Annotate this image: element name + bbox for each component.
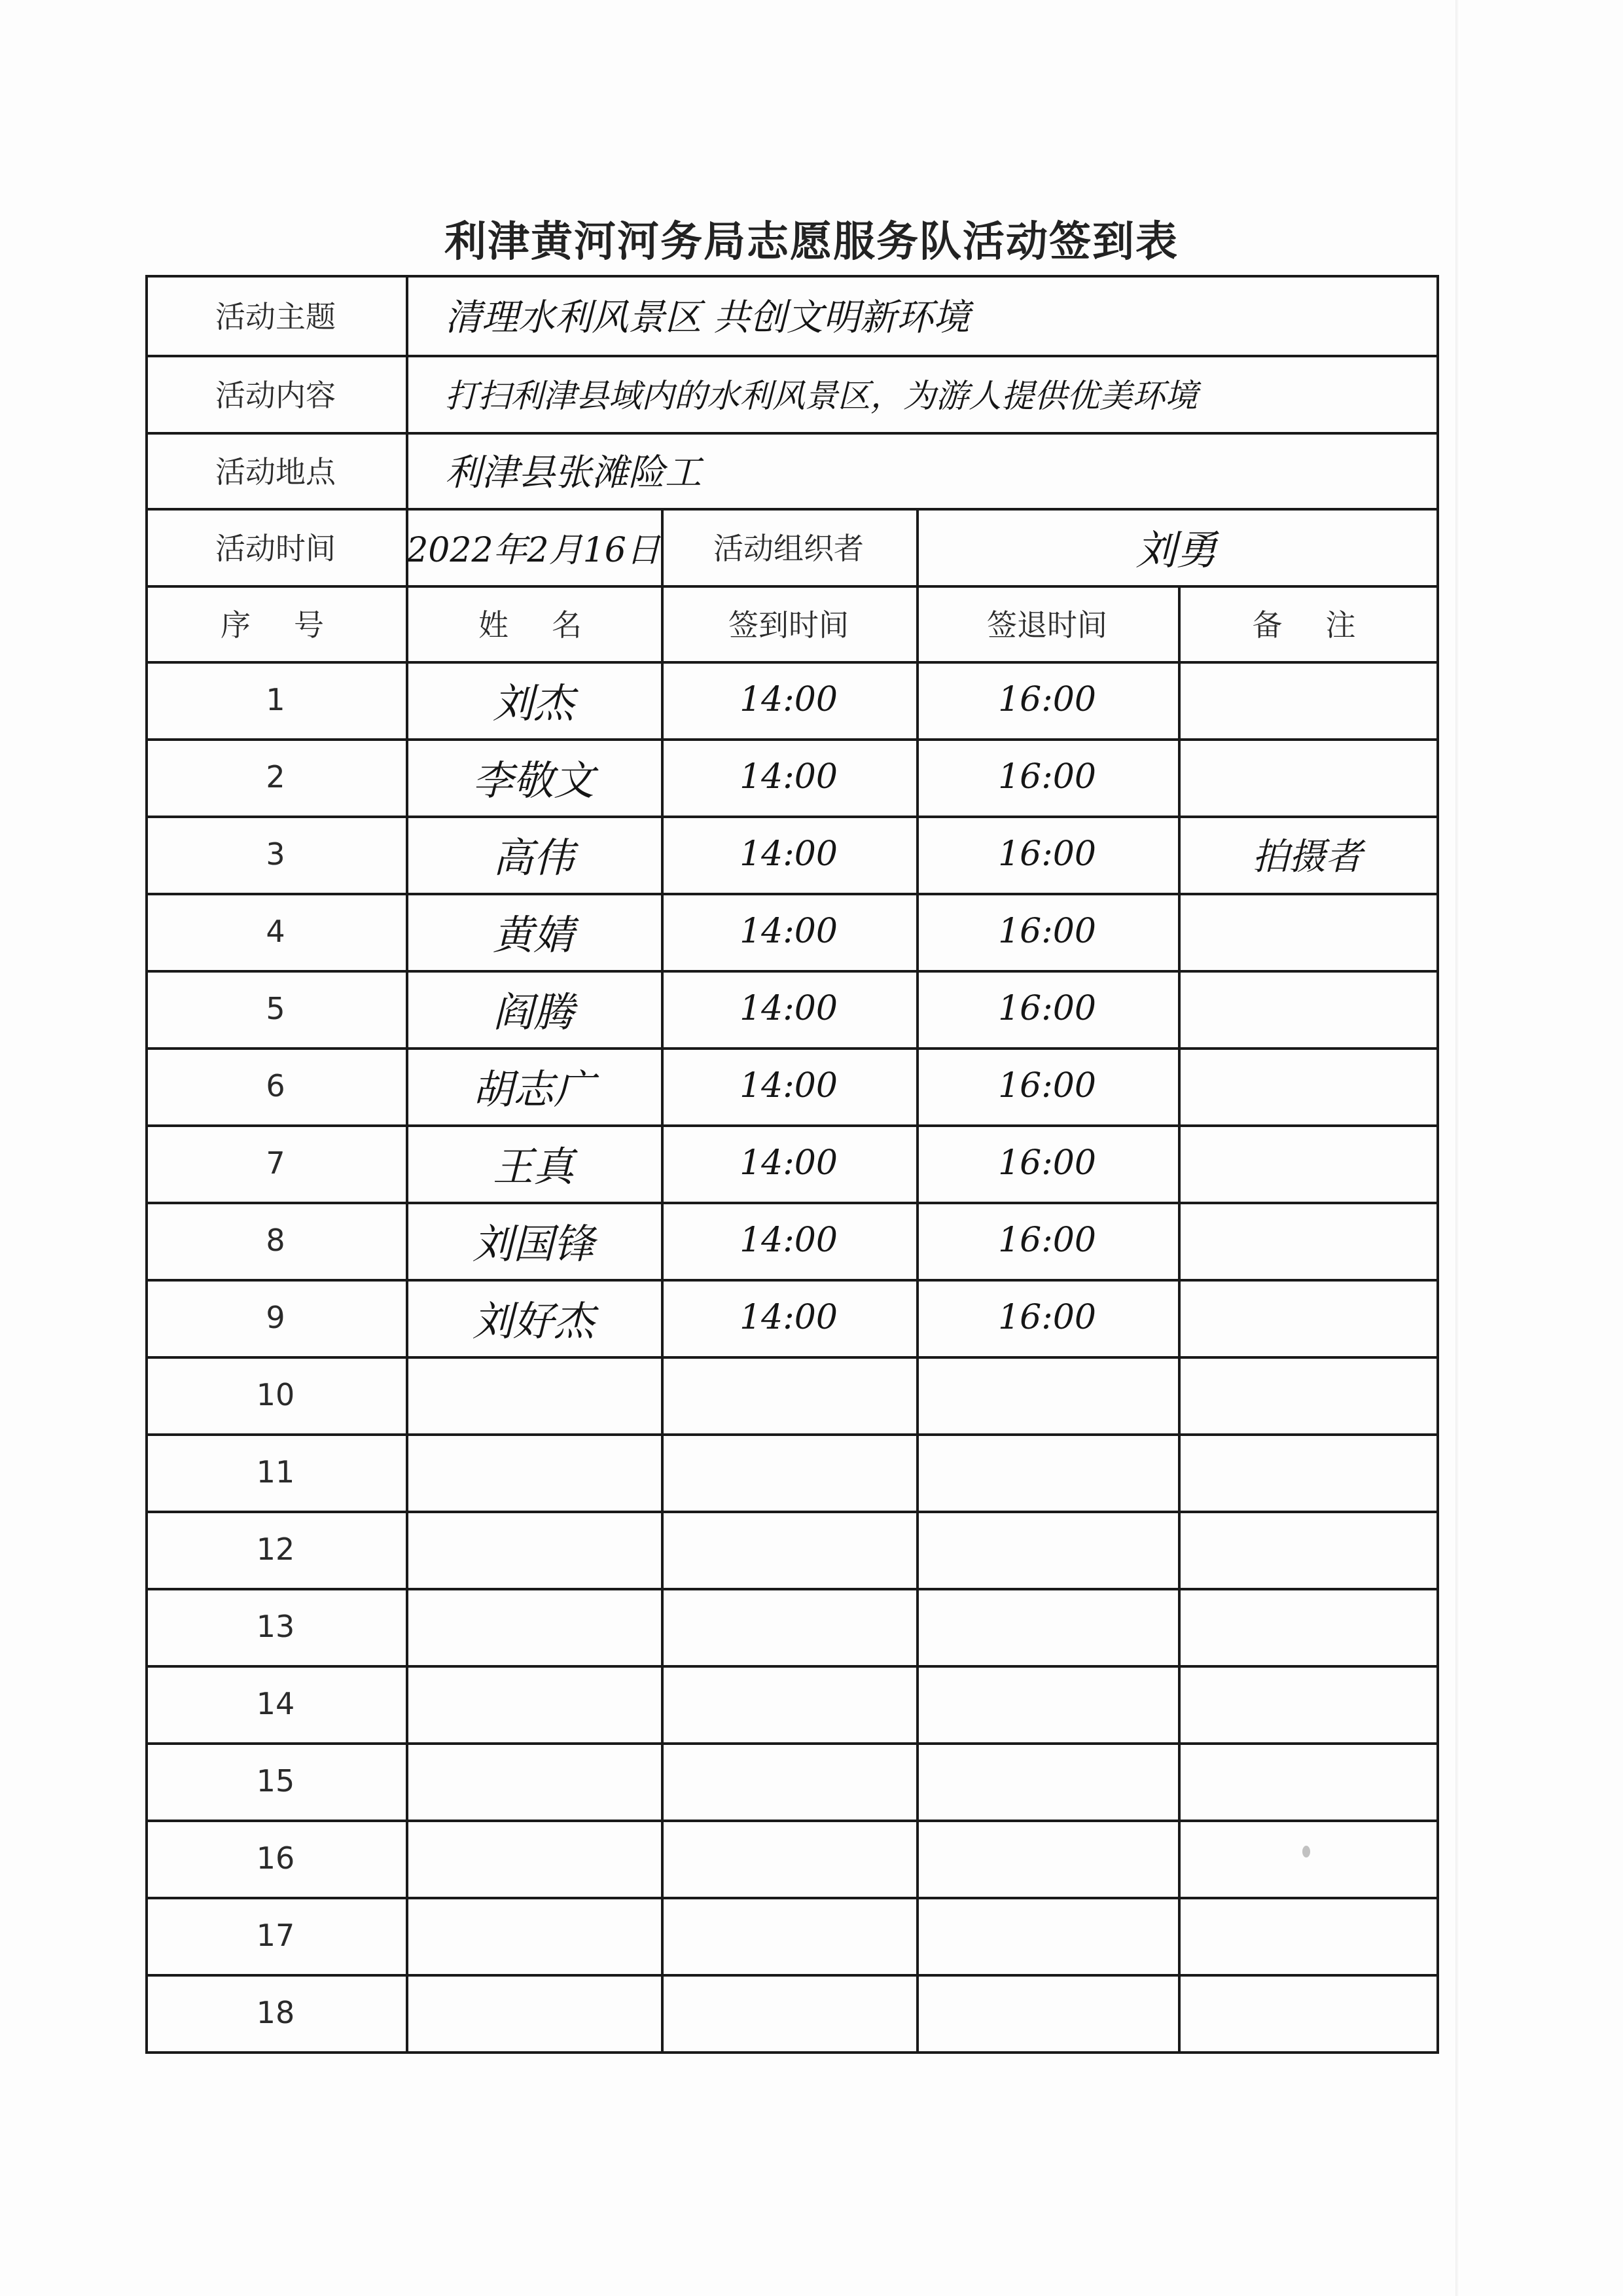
row-name-signature	[406, 1820, 661, 1897]
row-checkin-time	[661, 1356, 916, 1433]
header-name: 姓 名	[478, 607, 588, 643]
row-name-signature: 刘杰	[492, 679, 574, 727]
label-content: 活动内容	[215, 378, 336, 413]
row-checkout-time: 16:00	[998, 834, 1096, 874]
row-checkin-time: 14:00	[740, 680, 838, 719]
value-organizer: 刘勇	[1135, 526, 1217, 574]
row-name-signature: 刘国锋	[472, 1219, 594, 1268]
row-remark	[1178, 970, 1436, 1047]
header-checkin: 签到时间	[728, 607, 849, 643]
row-name-signature: 胡志广	[472, 1065, 594, 1113]
row-checkin-time	[661, 1665, 916, 1742]
row-name-signature	[406, 1433, 661, 1511]
row-number: 13	[256, 1609, 295, 1644]
row-remark	[1178, 1511, 1436, 1588]
row-name-signature	[406, 1665, 661, 1742]
label-theme: 活动主题	[215, 299, 336, 334]
row-checkout-time	[916, 1897, 1178, 1974]
label-time: 活动时间	[215, 531, 336, 566]
row-checkout-time	[916, 1665, 1178, 1742]
row-name-signature: 阎腾	[492, 988, 574, 1036]
row-name-signature: 王真	[492, 1142, 574, 1191]
row-checkout-time: 16:00	[998, 680, 1096, 719]
row-checkin-time	[661, 1511, 916, 1588]
row-name-signature	[406, 1742, 661, 1820]
row-checkin-time	[661, 1433, 916, 1511]
value-time: 2022年2月16日	[406, 530, 660, 570]
row-name-signature: 黄婧	[492, 910, 574, 959]
row-checkout-time: 16:00	[998, 1221, 1096, 1260]
scan-speck	[1302, 1846, 1310, 1857]
row-checkout-time: 16:00	[998, 912, 1096, 951]
header-no: 序 号	[221, 607, 330, 643]
row-number: 16	[256, 1840, 295, 1876]
row-checkout-time	[916, 1356, 1178, 1433]
label-location: 活动地点	[215, 454, 336, 490]
row-remark	[1178, 1820, 1436, 1897]
row-checkin-time	[661, 1897, 916, 1974]
row-name-signature	[406, 1897, 661, 1974]
row-name-signature	[406, 1511, 661, 1588]
row-number: 12	[256, 1532, 295, 1567]
row-number: 3	[266, 836, 285, 872]
row-number: 10	[256, 1377, 295, 1412]
row-checkout-time	[916, 1511, 1178, 1588]
row-checkout-time	[916, 1974, 1178, 2051]
row-remark	[1178, 1124, 1436, 1202]
row-remark	[1178, 661, 1436, 738]
row-checkout-time	[916, 1820, 1178, 1897]
row-remark	[1178, 1588, 1436, 1665]
row-number: 4	[266, 914, 285, 949]
row-checkout-time	[916, 1433, 1178, 1511]
row-remark	[1178, 1279, 1436, 1356]
row-checkin-time	[661, 1974, 916, 2051]
row-checkin-time: 14:00	[740, 1298, 838, 1337]
table-bottom-border	[145, 2051, 1439, 2054]
row-remark	[1178, 1974, 1436, 2051]
row-remark	[1178, 1202, 1436, 1279]
row-remark	[1178, 1897, 1436, 1974]
row-checkout-time: 16:00	[998, 1143, 1096, 1183]
row-number: 8	[266, 1223, 285, 1258]
row-checkin-time: 14:00	[740, 912, 838, 951]
row-checkin-time	[661, 1742, 916, 1820]
row-number: 14	[256, 1686, 295, 1721]
row-remark: 拍摄者	[1252, 836, 1363, 878]
row-remark	[1178, 1047, 1436, 1124]
row-name-signature	[406, 1974, 661, 2051]
value-theme: 清理水利风景区 共创文明新环境	[445, 296, 970, 339]
row-checkin-time	[661, 1588, 916, 1665]
row-checkout-time: 16:00	[998, 757, 1096, 797]
header-remark: 备 注	[1252, 607, 1363, 643]
row-number: 6	[266, 1068, 285, 1103]
row-name-signature: 高伟	[492, 833, 574, 882]
value-content: 打扫利津县域内的水利风景区，为游人提供优美环境	[445, 377, 1198, 415]
row-checkout-time: 16:00	[998, 989, 1096, 1028]
row-remark	[1178, 1356, 1436, 1433]
row-number: 9	[266, 1300, 285, 1335]
table-right-border	[1436, 275, 1439, 2054]
row-number: 1	[266, 682, 285, 717]
row-checkin-time: 14:00	[740, 1066, 838, 1105]
row-number: 5	[266, 991, 285, 1026]
row-remark	[1178, 738, 1436, 816]
row-checkout-time: 16:00	[998, 1066, 1096, 1105]
row-remark	[1178, 1433, 1436, 1511]
row-number: 17	[256, 1918, 295, 1953]
row-number: 15	[256, 1763, 295, 1799]
row-number: 7	[266, 1145, 285, 1181]
label-organizer: 活动组织者	[713, 531, 864, 566]
row-checkout-time: 16:00	[998, 1298, 1096, 1337]
row-checkout-time	[916, 1588, 1178, 1665]
row-remark	[1178, 1665, 1436, 1742]
row-name-signature: 刘好杰	[472, 1297, 594, 1345]
row-name-signature: 李敬文	[472, 756, 594, 804]
row-name-signature	[406, 1356, 661, 1433]
row-checkin-time: 14:00	[740, 834, 838, 874]
row-number: 18	[256, 1995, 295, 2030]
row-checkin-time: 14:00	[740, 1143, 838, 1183]
row-checkin-time: 14:00	[740, 757, 838, 797]
row-number: 2	[266, 759, 285, 795]
form-title: 利津黄河河务局志愿服务队活动签到表	[444, 218, 1179, 266]
row-name-signature	[406, 1588, 661, 1665]
row-remark	[1178, 893, 1436, 970]
row-checkout-time	[916, 1742, 1178, 1820]
value-location: 利津县张滩险工	[445, 452, 702, 494]
row-checkin-time: 14:00	[740, 1221, 838, 1260]
row-number: 11	[256, 1454, 295, 1490]
row-remark	[1178, 1742, 1436, 1820]
header-checkout: 签退时间	[987, 607, 1107, 643]
row-checkin-time: 14:00	[740, 989, 838, 1028]
row-checkin-time	[661, 1820, 916, 1897]
